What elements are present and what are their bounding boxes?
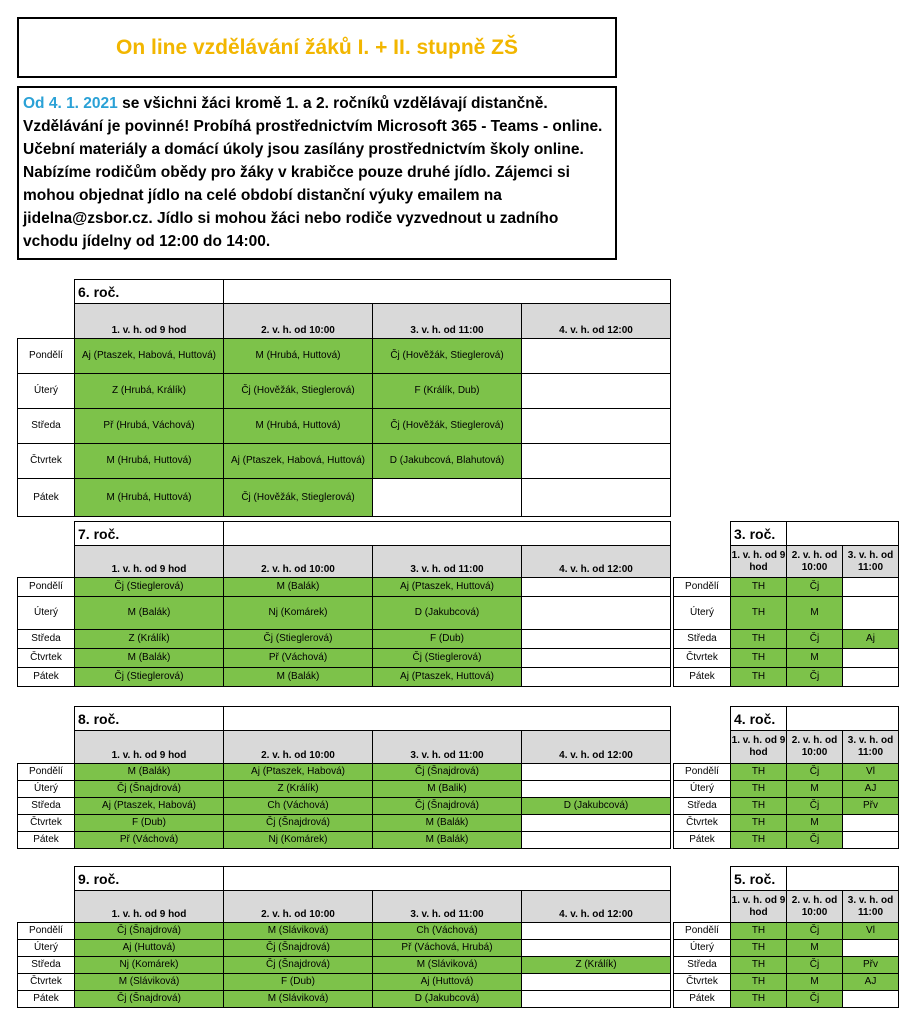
- header-row: [18, 891, 671, 923]
- header-row: [18, 304, 671, 339]
- day-row: [674, 630, 899, 649]
- lesson-cell: F (Dub): [75, 815, 224, 832]
- lesson-cell: [522, 597, 671, 630]
- lesson-cell: Nj (Komárek): [75, 957, 224, 974]
- lesson-cell: Čj: [787, 630, 843, 649]
- lesson-cell: [522, 649, 671, 668]
- empty-corner: [674, 867, 731, 891]
- grade-label: 3. roč.: [731, 522, 787, 546]
- lesson-cell: [522, 923, 671, 940]
- lesson-cell: [522, 339, 671, 374]
- empty-corner: [674, 522, 731, 546]
- column-header: 2. v. h. od 10:00: [224, 731, 373, 764]
- grade-label-row: [674, 867, 899, 891]
- header-row: [18, 731, 671, 764]
- lesson-cell: Aj (Ptaszek, Huttová): [373, 668, 522, 687]
- lesson-cell: [522, 781, 671, 798]
- day-label: Úterý: [18, 597, 75, 630]
- day-row: [674, 668, 899, 687]
- day-label: Úterý: [18, 940, 75, 957]
- empty-corner: [674, 707, 731, 731]
- column-header: 3. v. h. od 11:00: [843, 731, 899, 764]
- grade-label-filler: [224, 707, 671, 731]
- lesson-cell: TH: [731, 832, 787, 849]
- header-row: [674, 731, 899, 764]
- column-header: 1. v. h. od 9 hod: [731, 891, 787, 923]
- empty-corner: [18, 280, 75, 304]
- page-title-box: [17, 17, 617, 78]
- grade-label: 6. roč.: [75, 280, 224, 304]
- grade-label-filler: [787, 867, 899, 891]
- lesson-cell: M (Balák): [373, 832, 522, 849]
- day-label: Čtvrtek: [18, 444, 75, 479]
- lesson-cell: D (Jakubcová, Blahutová): [373, 444, 522, 479]
- lesson-cell: TH: [731, 974, 787, 991]
- day-row: [18, 479, 671, 517]
- grade-label-filler: [787, 707, 899, 731]
- day-row: [18, 974, 671, 991]
- grade-label-row: [18, 707, 671, 731]
- day-row: [674, 832, 899, 849]
- lesson-cell: Aj (Ptaszek, Habová): [75, 798, 224, 815]
- lesson-cell: TH: [731, 923, 787, 940]
- lesson-cell: Aj (Huttová): [75, 940, 224, 957]
- header-row: [674, 546, 899, 578]
- schedule-grade-6: [17, 279, 671, 517]
- lesson-cell: M (Sláviková): [373, 957, 522, 974]
- day-label: Pátek: [18, 668, 75, 687]
- day-row: [18, 815, 671, 832]
- lesson-cell: [522, 940, 671, 957]
- day-label: Pátek: [18, 832, 75, 849]
- lesson-cell: TH: [731, 940, 787, 957]
- grade-label-filler: [787, 522, 899, 546]
- day-label: Pondělí: [18, 923, 75, 940]
- lesson-cell: F (Dub): [373, 630, 522, 649]
- column-header: 2. v. h. od 10:00: [224, 546, 373, 578]
- grade-label: 8. roč.: [75, 707, 224, 731]
- day-row: [674, 815, 899, 832]
- lesson-cell: Čj (Šnajdrová): [224, 940, 373, 957]
- grade-label: 9. roč.: [75, 867, 224, 891]
- day-label: Úterý: [674, 597, 731, 630]
- lesson-cell: TH: [731, 668, 787, 687]
- grade-label-filler: [224, 280, 671, 304]
- lesson-cell: TH: [731, 764, 787, 781]
- column-header: 2. v. h. od 10:00: [224, 304, 373, 339]
- lesson-cell: [522, 815, 671, 832]
- lesson-cell: [843, 832, 899, 849]
- lesson-cell: Čj: [787, 578, 843, 597]
- column-header: 1. v. h. od 9 hod: [75, 304, 224, 339]
- schedule-grade-9: [17, 866, 671, 1008]
- day-row: [18, 374, 671, 409]
- lesson-cell: [843, 991, 899, 1008]
- lesson-cell: [522, 832, 671, 849]
- column-header: 1. v. h. od 9 hod: [75, 891, 224, 923]
- lesson-cell: TH: [731, 597, 787, 630]
- column-header: 3. v. h. od 11:00: [373, 546, 522, 578]
- lesson-cell: Aj (Ptaszek, Huttová): [373, 578, 522, 597]
- grade-label-row: [674, 522, 899, 546]
- lesson-cell: [522, 578, 671, 597]
- lesson-cell: [522, 668, 671, 687]
- lesson-cell: Aj (Ptaszek, Habová, Huttová): [75, 339, 224, 374]
- lesson-cell: D (Jakubcová): [373, 597, 522, 630]
- empty-corner: [18, 731, 75, 764]
- lesson-cell: TH: [731, 815, 787, 832]
- lesson-cell: F (Dub): [224, 974, 373, 991]
- column-header: 2. v. h. od 10:00: [787, 731, 843, 764]
- lesson-cell: Př (Hrubá, Váchová): [75, 409, 224, 444]
- lesson-cell: Z (Hrubá, Králík): [75, 374, 224, 409]
- day-label: Pátek: [674, 991, 731, 1008]
- lesson-cell: Čj (Šnajdrová): [373, 798, 522, 815]
- day-label: Pátek: [674, 832, 731, 849]
- lesson-cell: TH: [731, 578, 787, 597]
- day-label: Čtvrtek: [674, 974, 731, 991]
- lesson-cell: Čj (Stieglerová): [373, 649, 522, 668]
- empty-corner: [18, 707, 75, 731]
- column-header: 4. v. h. od 12:00: [522, 731, 671, 764]
- page-title: On line vzdělávání žáků I. + II. stupně ZŠ: [115, 35, 519, 59]
- day-label: Pondělí: [18, 764, 75, 781]
- column-header: 2. v. h. od 10:00: [787, 891, 843, 923]
- lesson-cell: M (Sláviková): [224, 991, 373, 1008]
- lesson-cell: Čj (Stieglerová): [75, 668, 224, 687]
- lesson-cell: Čj (Šnajdrová): [75, 991, 224, 1008]
- schedule-grade-4: [673, 706, 899, 849]
- lesson-cell: M (Sláviková): [224, 923, 373, 940]
- lesson-cell: Čj: [787, 923, 843, 940]
- day-row: [674, 781, 899, 798]
- day-row: [18, 781, 671, 798]
- lesson-cell: [522, 444, 671, 479]
- lesson-cell: Z (Králík): [75, 630, 224, 649]
- day-row: [18, 630, 671, 649]
- lesson-cell: M: [787, 815, 843, 832]
- lesson-cell: Přv: [843, 798, 899, 815]
- grade-label-row: [18, 280, 671, 304]
- empty-corner: [18, 891, 75, 923]
- lesson-cell: TH: [731, 957, 787, 974]
- day-label: Středa: [674, 630, 731, 649]
- lesson-cell: TH: [731, 649, 787, 668]
- lesson-cell: D (Jakubcová): [373, 991, 522, 1008]
- grade-label-row: [18, 522, 671, 546]
- lesson-cell: Vl: [843, 923, 899, 940]
- lesson-cell: Čj (Hověžák, Stieglerová): [224, 479, 373, 517]
- lesson-cell: Nj (Komárek): [224, 597, 373, 630]
- column-header: 3. v. h. od 11:00: [843, 891, 899, 923]
- lesson-cell: Vl: [843, 764, 899, 781]
- day-row: [18, 339, 671, 374]
- grade-label: 4. roč.: [731, 707, 787, 731]
- lesson-cell: [522, 374, 671, 409]
- lesson-cell: Čj (Hověžák, Stieglerová): [373, 409, 522, 444]
- day-label: Čtvrtek: [18, 649, 75, 668]
- day-row: [674, 991, 899, 1008]
- empty-corner: [674, 546, 731, 578]
- day-label: Pondělí: [674, 578, 731, 597]
- column-header: 3. v. h. od 11:00: [373, 891, 522, 923]
- info-text: se všichni žáci kromě 1. a 2. ročníků vzdělávají distančně. Vzdělávání je povinné! Probíhá prostřednictvím Microsoft 365 - Teams - online. Učební materiály a domácí úkoly jsou zasílány prostřednictvím školy online. Nabízíme rodičům obědy pro žáky v krabičce pouze druhé jídlo. Zájemci si mohou objednat jídlo na celé období distanční výuky emailem na jidelna@zsbor.cz. Jídlo si mohou žáci nebo rodiče vyzvednout u zadního vchodu jídelny od 12:00 do 14:00.: [23, 95, 603, 250]
- day-label: Pondělí: [18, 578, 75, 597]
- day-row: [18, 798, 671, 815]
- day-label: Středa: [18, 957, 75, 974]
- column-header: 1. v. h. od 9 hod: [75, 731, 224, 764]
- lesson-cell: Př (Váchová): [224, 649, 373, 668]
- day-label: Úterý: [674, 940, 731, 957]
- day-row: [674, 798, 899, 815]
- day-label: Úterý: [18, 374, 75, 409]
- lesson-cell: Ch (Váchová): [224, 798, 373, 815]
- day-row: [18, 991, 671, 1008]
- column-header: 1. v. h. od 9 hod: [731, 546, 787, 578]
- day-row: [18, 444, 671, 479]
- lesson-cell: Čj (Šnajdrová): [224, 815, 373, 832]
- empty-corner: [18, 304, 75, 339]
- lesson-cell: [843, 940, 899, 957]
- day-row: [674, 940, 899, 957]
- lesson-cell: TH: [731, 630, 787, 649]
- lesson-cell: Čj (Hověžák, Stieglerová): [373, 339, 522, 374]
- lesson-cell: M (Balák): [75, 597, 224, 630]
- day-row: [674, 578, 899, 597]
- day-row: [674, 649, 899, 668]
- lesson-cell: Nj (Komárek): [224, 832, 373, 849]
- column-header: 4. v. h. od 12:00: [522, 546, 671, 578]
- lesson-cell: M (Balák): [373, 815, 522, 832]
- day-label: Středa: [18, 798, 75, 815]
- day-row: [18, 597, 671, 630]
- column-header: 2. v. h. od 10:00: [787, 546, 843, 578]
- empty-corner: [18, 867, 75, 891]
- lesson-cell: Čj (Šnajdrová): [75, 781, 224, 798]
- day-row: [18, 409, 671, 444]
- lesson-cell: [843, 578, 899, 597]
- day-label: Čtvrtek: [18, 815, 75, 832]
- empty-corner: [18, 522, 75, 546]
- lesson-cell: [522, 409, 671, 444]
- grade-label-row: [674, 707, 899, 731]
- lesson-cell: [373, 479, 522, 517]
- header-row: [18, 546, 671, 578]
- day-row: [674, 923, 899, 940]
- lesson-cell: Čj: [787, 764, 843, 781]
- lesson-cell: [522, 764, 671, 781]
- lesson-cell: Čj (Šnajdrová): [224, 957, 373, 974]
- schedule-grade-8: [17, 706, 671, 849]
- column-header: 4. v. h. od 12:00: [522, 304, 671, 339]
- lesson-cell: Čj: [787, 991, 843, 1008]
- day-row: [674, 764, 899, 781]
- lesson-cell: F (Králík, Dub): [373, 374, 522, 409]
- lesson-cell: [843, 815, 899, 832]
- day-label: Čtvrtek: [18, 974, 75, 991]
- lesson-cell: M: [787, 649, 843, 668]
- lesson-cell: TH: [731, 798, 787, 815]
- lesson-cell: M (Sláviková): [75, 974, 224, 991]
- grade-label-filler: [224, 522, 671, 546]
- day-label: Úterý: [18, 781, 75, 798]
- column-header: 2. v. h. od 10:00: [224, 891, 373, 923]
- empty-corner: [674, 891, 731, 923]
- lesson-cell: Čj (Stieglerová): [75, 578, 224, 597]
- lesson-cell: Z (Králík): [522, 957, 671, 974]
- lesson-cell: [522, 974, 671, 991]
- lesson-cell: AJ: [843, 974, 899, 991]
- lesson-cell: AJ: [843, 781, 899, 798]
- day-row: [18, 832, 671, 849]
- lesson-cell: Přv: [843, 957, 899, 974]
- lesson-cell: Čj: [787, 668, 843, 687]
- column-header: 3. v. h. od 11:00: [373, 731, 522, 764]
- lesson-cell: Čj (Stieglerová): [224, 630, 373, 649]
- header-row: [674, 891, 899, 923]
- day-label: Pátek: [674, 668, 731, 687]
- lesson-cell: M (Balák): [224, 578, 373, 597]
- day-row: [18, 578, 671, 597]
- lesson-cell: D (Jakubcová): [522, 798, 671, 815]
- lesson-cell: Čj: [787, 798, 843, 815]
- lesson-cell: Čj (Šnajdrová): [373, 764, 522, 781]
- column-header: 4. v. h. od 12:00: [522, 891, 671, 923]
- lesson-cell: Čj (Šnajdrová): [75, 923, 224, 940]
- day-label: Pondělí: [18, 339, 75, 374]
- lesson-cell: Čj (Hověžák, Stieglerová): [224, 374, 373, 409]
- day-label: Pondělí: [674, 923, 731, 940]
- lesson-cell: M (Hrubá, Huttová): [224, 339, 373, 374]
- lesson-cell: [522, 630, 671, 649]
- schedule-grade-5: [673, 866, 899, 1008]
- lesson-cell: M (Hrubá, Huttová): [75, 479, 224, 517]
- lesson-cell: [522, 991, 671, 1008]
- day-row: [18, 649, 671, 668]
- lesson-cell: [843, 668, 899, 687]
- day-label: Středa: [674, 957, 731, 974]
- info-box: [17, 86, 617, 260]
- day-label: Pátek: [18, 991, 75, 1008]
- day-row: [674, 597, 899, 630]
- day-label: Středa: [674, 798, 731, 815]
- schedule-grade-3: [673, 521, 899, 687]
- lesson-cell: M (Balák): [75, 649, 224, 668]
- grade-label-row: [18, 867, 671, 891]
- lesson-cell: M (Hrubá, Huttová): [224, 409, 373, 444]
- column-header: 1. v. h. od 9 hod: [75, 546, 224, 578]
- schedule-grade-7: [17, 521, 671, 687]
- lesson-cell: [843, 597, 899, 630]
- lesson-cell: [843, 649, 899, 668]
- day-label: Úterý: [674, 781, 731, 798]
- day-label: Čtvrtek: [674, 649, 731, 668]
- lesson-cell: M: [787, 597, 843, 630]
- day-label: Středa: [18, 409, 75, 444]
- day-label: Pátek: [18, 479, 75, 517]
- day-row: [18, 957, 671, 974]
- day-row: [674, 974, 899, 991]
- lesson-cell: TH: [731, 991, 787, 1008]
- lesson-cell: Aj (Ptaszek, Habová): [224, 764, 373, 781]
- empty-corner: [674, 731, 731, 764]
- lesson-cell: Aj (Huttová): [373, 974, 522, 991]
- column-header: 3. v. h. od 11:00: [373, 304, 522, 339]
- lesson-cell: [522, 479, 671, 517]
- lesson-cell: Ch (Váchová): [373, 923, 522, 940]
- lesson-cell: Aj (Ptaszek, Habová, Huttová): [224, 444, 373, 479]
- grade-label: 5. roč.: [731, 867, 787, 891]
- day-row: [674, 957, 899, 974]
- empty-corner: [18, 546, 75, 578]
- lesson-cell: Z (Králík): [224, 781, 373, 798]
- day-label: Čtvrtek: [674, 815, 731, 832]
- lesson-cell: M: [787, 940, 843, 957]
- lesson-cell: M: [787, 781, 843, 798]
- day-label: Pondělí: [674, 764, 731, 781]
- lesson-cell: M: [787, 974, 843, 991]
- day-row: [18, 923, 671, 940]
- lesson-cell: Př (Váchová, Hrubá): [373, 940, 522, 957]
- grade-label: 7. roč.: [75, 522, 224, 546]
- day-label: Středa: [18, 630, 75, 649]
- lesson-cell: M (Balák): [224, 668, 373, 687]
- column-header: 1. v. h. od 9 hod: [731, 731, 787, 764]
- lesson-cell: M (Balák): [75, 764, 224, 781]
- lesson-cell: M (Balik): [373, 781, 522, 798]
- lesson-cell: Př (Váchová): [75, 832, 224, 849]
- lesson-cell: Čj: [787, 832, 843, 849]
- lesson-cell: TH: [731, 781, 787, 798]
- lesson-cell: Aj: [843, 630, 899, 649]
- day-row: [18, 940, 671, 957]
- grade-label-filler: [224, 867, 671, 891]
- lesson-cell: M (Hrubá, Huttová): [75, 444, 224, 479]
- column-header: 3. v. h. od 11:00: [843, 546, 899, 578]
- day-row: [18, 668, 671, 687]
- lesson-cell: Čj: [787, 957, 843, 974]
- day-row: [18, 764, 671, 781]
- info-date-highlight: Od 4. 1. 2021: [23, 95, 118, 112]
